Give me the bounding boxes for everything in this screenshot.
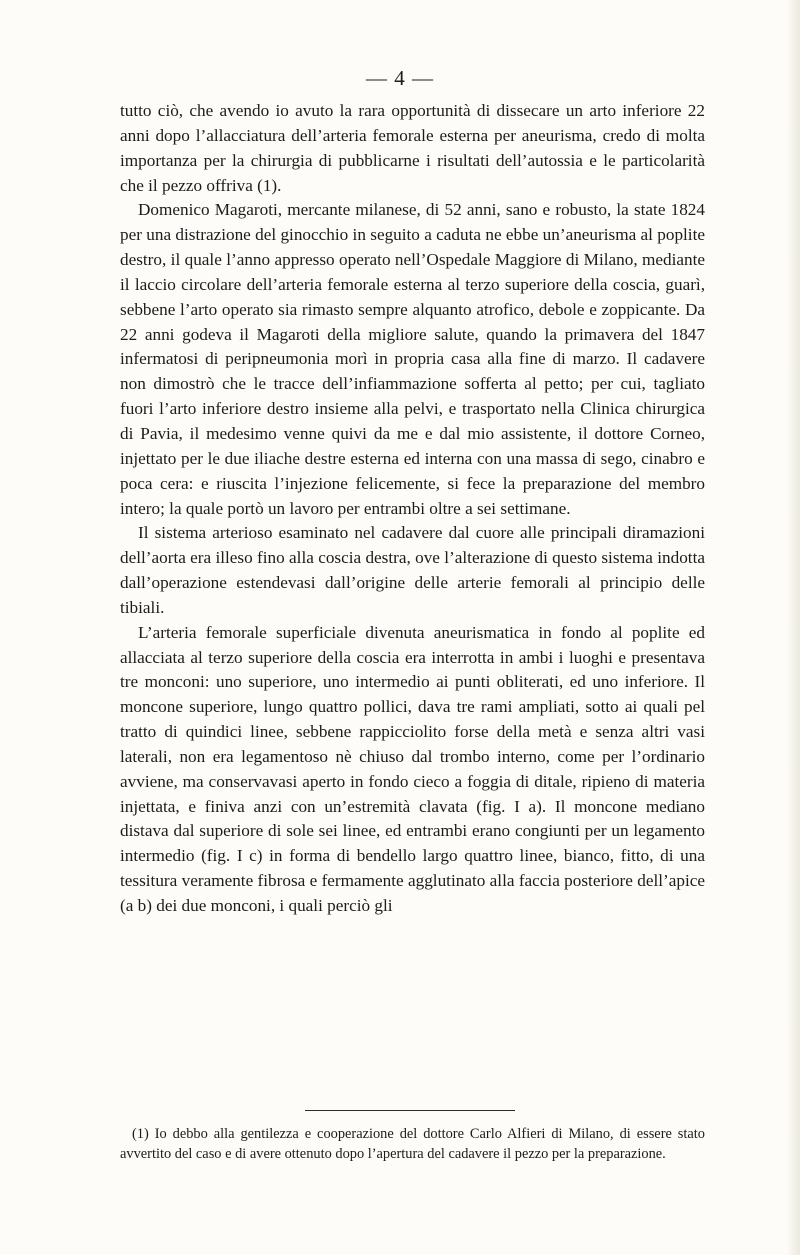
footnote-text: (1) Io debbo alla gentilezza e cooperazione del dottore Carlo Alfieri di Milano, di essere stato avvertito del caso e di avere ottenuto dopo l’apertura del cadavere il pezzo per la preparazione. [120,1126,705,1162]
paragraph-4: L’arteria femorale superficiale divenuta aneurismatica in fondo al poplite ed allacciata al terzo superiore della coscia era interrotta in ambi i luoghi e presentava tre monconi: uno superiore, uno intermedio ai punti obliterati, ed uno inferiore. Il moncone superiore, lungo quattro pollici, dava tre rami ampliati, sotto ai quali pel tratto di quindici linee, sebbene rappicciolito forse della metà e senza altri vasi laterali, non era legamentoso nè chiuso dal trombo interno, come per l’ordinario avviene, ma conservavasi aperto in fondo cieco a foggia di ditale, ripieno di materia injettata, e finiva anzi con un’estremità clavata (fig. I a). Il moncone mediano distava dal superiore di sole sei linee, ed entrambi erano congiunti per un legamento intermedio (fig. I c) in forma di bendello largo quattro linee, bianco, fitto, di una tessitura veramente fibrosa e fermamente agglutinato alla faccia posteriore dell’apice (a b) dei due monconi, i quali perciò gli [120,622,705,915]
paragraph-3: Il sistema arterioso esaminato nel cadavere dal cuore alle principali diramazioni dell’aorta era illeso fino alla coscia destra, ove l’alterazione di questo sistema indotta dall’operazione estendevasi dall’origine delle arterie femorali al principio delle tibiali. [120,523,705,617]
page-edge-shadow [786,0,800,1255]
page-number: — 4 — [366,66,434,90]
paragraph-2: Domenico Magaroti, mercante milanese, di 52 anni, sano e robusto, la state 1824 per una distrazione del ginocchio in seguito a caduta ne ebbe un’aneurisma al poplite destro, il quale l’anno appresso operato nell’Ospedale Maggiore di Milano, mediante il laccio circolare dell’arteria femorale esterna al terzo superiore della coscia, guarì, sebbene l’arto operato sia rimasto sempre alquanto atrofico, debole e zoppicante. Da 22 anni godeva il Magaroti della migliore salute, quando la primavera del 1847 infermatosi di peripneumonia morì in propria casa alla fine di marzo. Il cadavere non dimostrò che le tracce dell’infiammazione sofferta al petto; per cui, tagliato fuori l’arto inferiore destro insieme alla pelvi, e trasportato nella Clinica chirurgica di Pavia, il medesimo venne quivi da me e dal mio assistente, il dottore Corneo, injettato per le due iliache destre esterna ed interna con una massa di sego, cinabro e poca cera: e riuscita l’injezione felicemente, si fece la preparazione del membro intero; la quale portò un lavoro per entrambi oltre a sei settimane. [120,200,705,518]
paragraph-1: tutto ciò, che avendo io avuto la rara opportunità di dissecare un arto inferiore 22 anni dopo l’allacciatura dell’arteria femorale esterna per aneurisma, credo di molta importanza per la chirurgia di pubblicarne i risultati dell’autossia e le particolarità che il pezzo offriva (1). [120,101,705,195]
footnote [120,1125,705,1164]
footnote-divider [305,1110,515,1111]
body-text [120,99,705,919]
